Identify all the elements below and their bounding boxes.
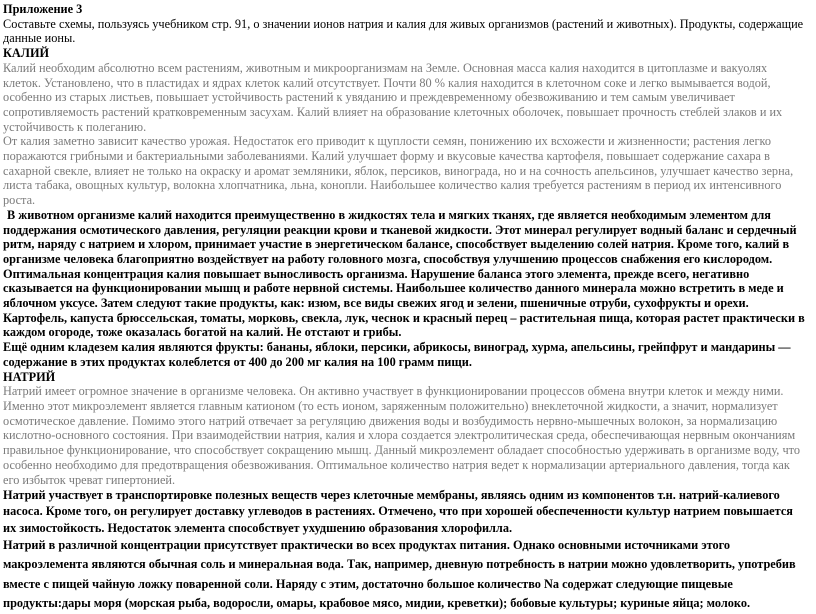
sodium-heading: НАТРИЙ bbox=[3, 369, 56, 384]
assignment-intro: Составьте схемы, пользуясь учебником стр. 91, о значении ионов натрия и калия для живых организмов (растений и животных). Продукты, содержащие данные ионы. bbox=[3, 16, 804, 46]
potassium-paragraph-2: От калия заметно зависит качество урожая. Недостаток его приводит к щуплости семян, понижению их всхожести и жизненности; растения легко поражаются грибными и бактериальными заболеваниями. Калий улучшает форму и вкусовые качества картофеля, повышает содержание сахара в сахарной свекле, влияет не только на окраску и аромат земляники, яблок, персиков, винограда, но и на сочность апельсинов, улучшает качество зерна, листа табака, овощных культур, волокна хлопчатника, льна, конопли. Наибольшее количество калия требуется растениям в период их интенсивного роста. bbox=[3, 134, 794, 208]
potassium-heading: КАЛИЙ bbox=[3, 46, 50, 61]
sodium-paragraph-1: Натрий имеет огромное значение в организме человека. Он активно участвует в функционировании процессов обмена внутри клеток и между ними. Именно этот микроэлемент является главным катионом (то есть ионом, заряженным положительно) внеклеточной жидкости, а значит, нормализует осмотическое давление. Помимо этого натрий отвечает за регуляцию движения воды и возбудимость нервно-мышечных волокон, за нормализацию кислотно-основного состояния. При взаимодействии натрия, калия и хлора создается электролитическая среда, обеспечивающая нервным окончаниям правильное функционирование, что способствует сокращению мышц. Данный микроэлемент обладает способностью удерживать в организме воду, что особенно необходимо для предотвращения обезвоживания. Оптимальное количество натрия ведет к нормализации артериального давления, тогда как его избыток чреват гипертонией. bbox=[3, 384, 801, 487]
potassium-paragraph-4: Ещё одним кладезем калия являются фрукты: бананы, яблоки, персики, абрикосы, виноград, хурма, апельсины, грейпфрут и мандарины — содержание в этих продуктах колеблется от 400 до 200 мг калия на 100 грамм пищи. bbox=[3, 340, 791, 369]
potassium-paragraph-1: Калий необходим абсолютно всем растениям, животным и микроорганизмам на Земле. Основная масса калия находится в цитоплазме и вакуолях клеток. Установлено, что в пластидах и ядрах клеток калий отсутствует. Почти 80 % калия находится в клеточном соке и легко вымывается водой, особенно из старых листьев, повышает устойчивость растений к увяданию и преждевременному обезвоживанию и тем самым увеличивает сопротивляемость растений кратковременным засухам. Калий влияет на образование клеточных оболочек, повышает прочность стеблей злаков и их устойчивость к полеганию. bbox=[3, 60, 783, 134]
sodium-paragraph-3: Натрий в различной концентрации присутствует практически во всех продуктах питания. Однако основными источниками этого макроэлемента являются обычная соль и минеральная вода. Так, например, дневную потребность в натрии можно удовлетворить, употребив вместе с пищей чайную ложку поваренной соли. Наряду с этим, достаточно большое количество Na содержат следующие пищевые продукты:дары моря (морская рыба, водоросли, омары, крабовое мясо, мидии, креветки); бобовые культуры; куриные яйца; молоко. bbox=[3, 537, 796, 611]
potassium-paragraph-3: В животном организме калий находится преимущественно в жидкостях тела и мягких тканях, где является необходимым элементом для поддержания осмотического давления, регуляции реакции крови и тканевой жидкости. Этот минерал регулирует водный баланс и сердечный ритм, наряду с натрием и хлором, принимает участие в энергетическом балансе, способствует выделению солей натрия. Кроме того, калий в организме человека благоприятно воздействует на работу головного мозга, способствуя улучшению процессов снабжения его кислородом. Оптимальная концентрация калия повышает выносливость организма. Нарушение баланса этого элемента, прежде всего, негативно сказывается на функционировании мышц и работе нервной системы. Наибольшее количество данного минерала можно встретить в меде и яблочном уксусе. Затем следуют такие продукты, как: изюм, все виды свежих ягод и зелени, пшеничные отруби, сухофрукты и орехи. Картофель, капуста брюссельская, томаты, морковь, свекла, лук, чеснок и красный перец – растительная пища, которая растет практически в каждом огороде, тоже оказалась богатой на калий. Не отстают и грибы. bbox=[3, 207, 805, 340]
document-title: Приложение 3 bbox=[3, 2, 83, 16]
sodium-paragraph-2: Натрий участвует в транспортировке полезных веществ через клеточные мембраны, являясь одним из компонентов т.н. натрий-калиевого насоса. Кроме того, он регулирует доставку углеводов в растениях. Отмечено, что при хорошей обеспеченности культур натрием повышается их зимостойкость. Недостаток элемента способствует ухудшению образования хлорофилла. bbox=[3, 488, 793, 535]
